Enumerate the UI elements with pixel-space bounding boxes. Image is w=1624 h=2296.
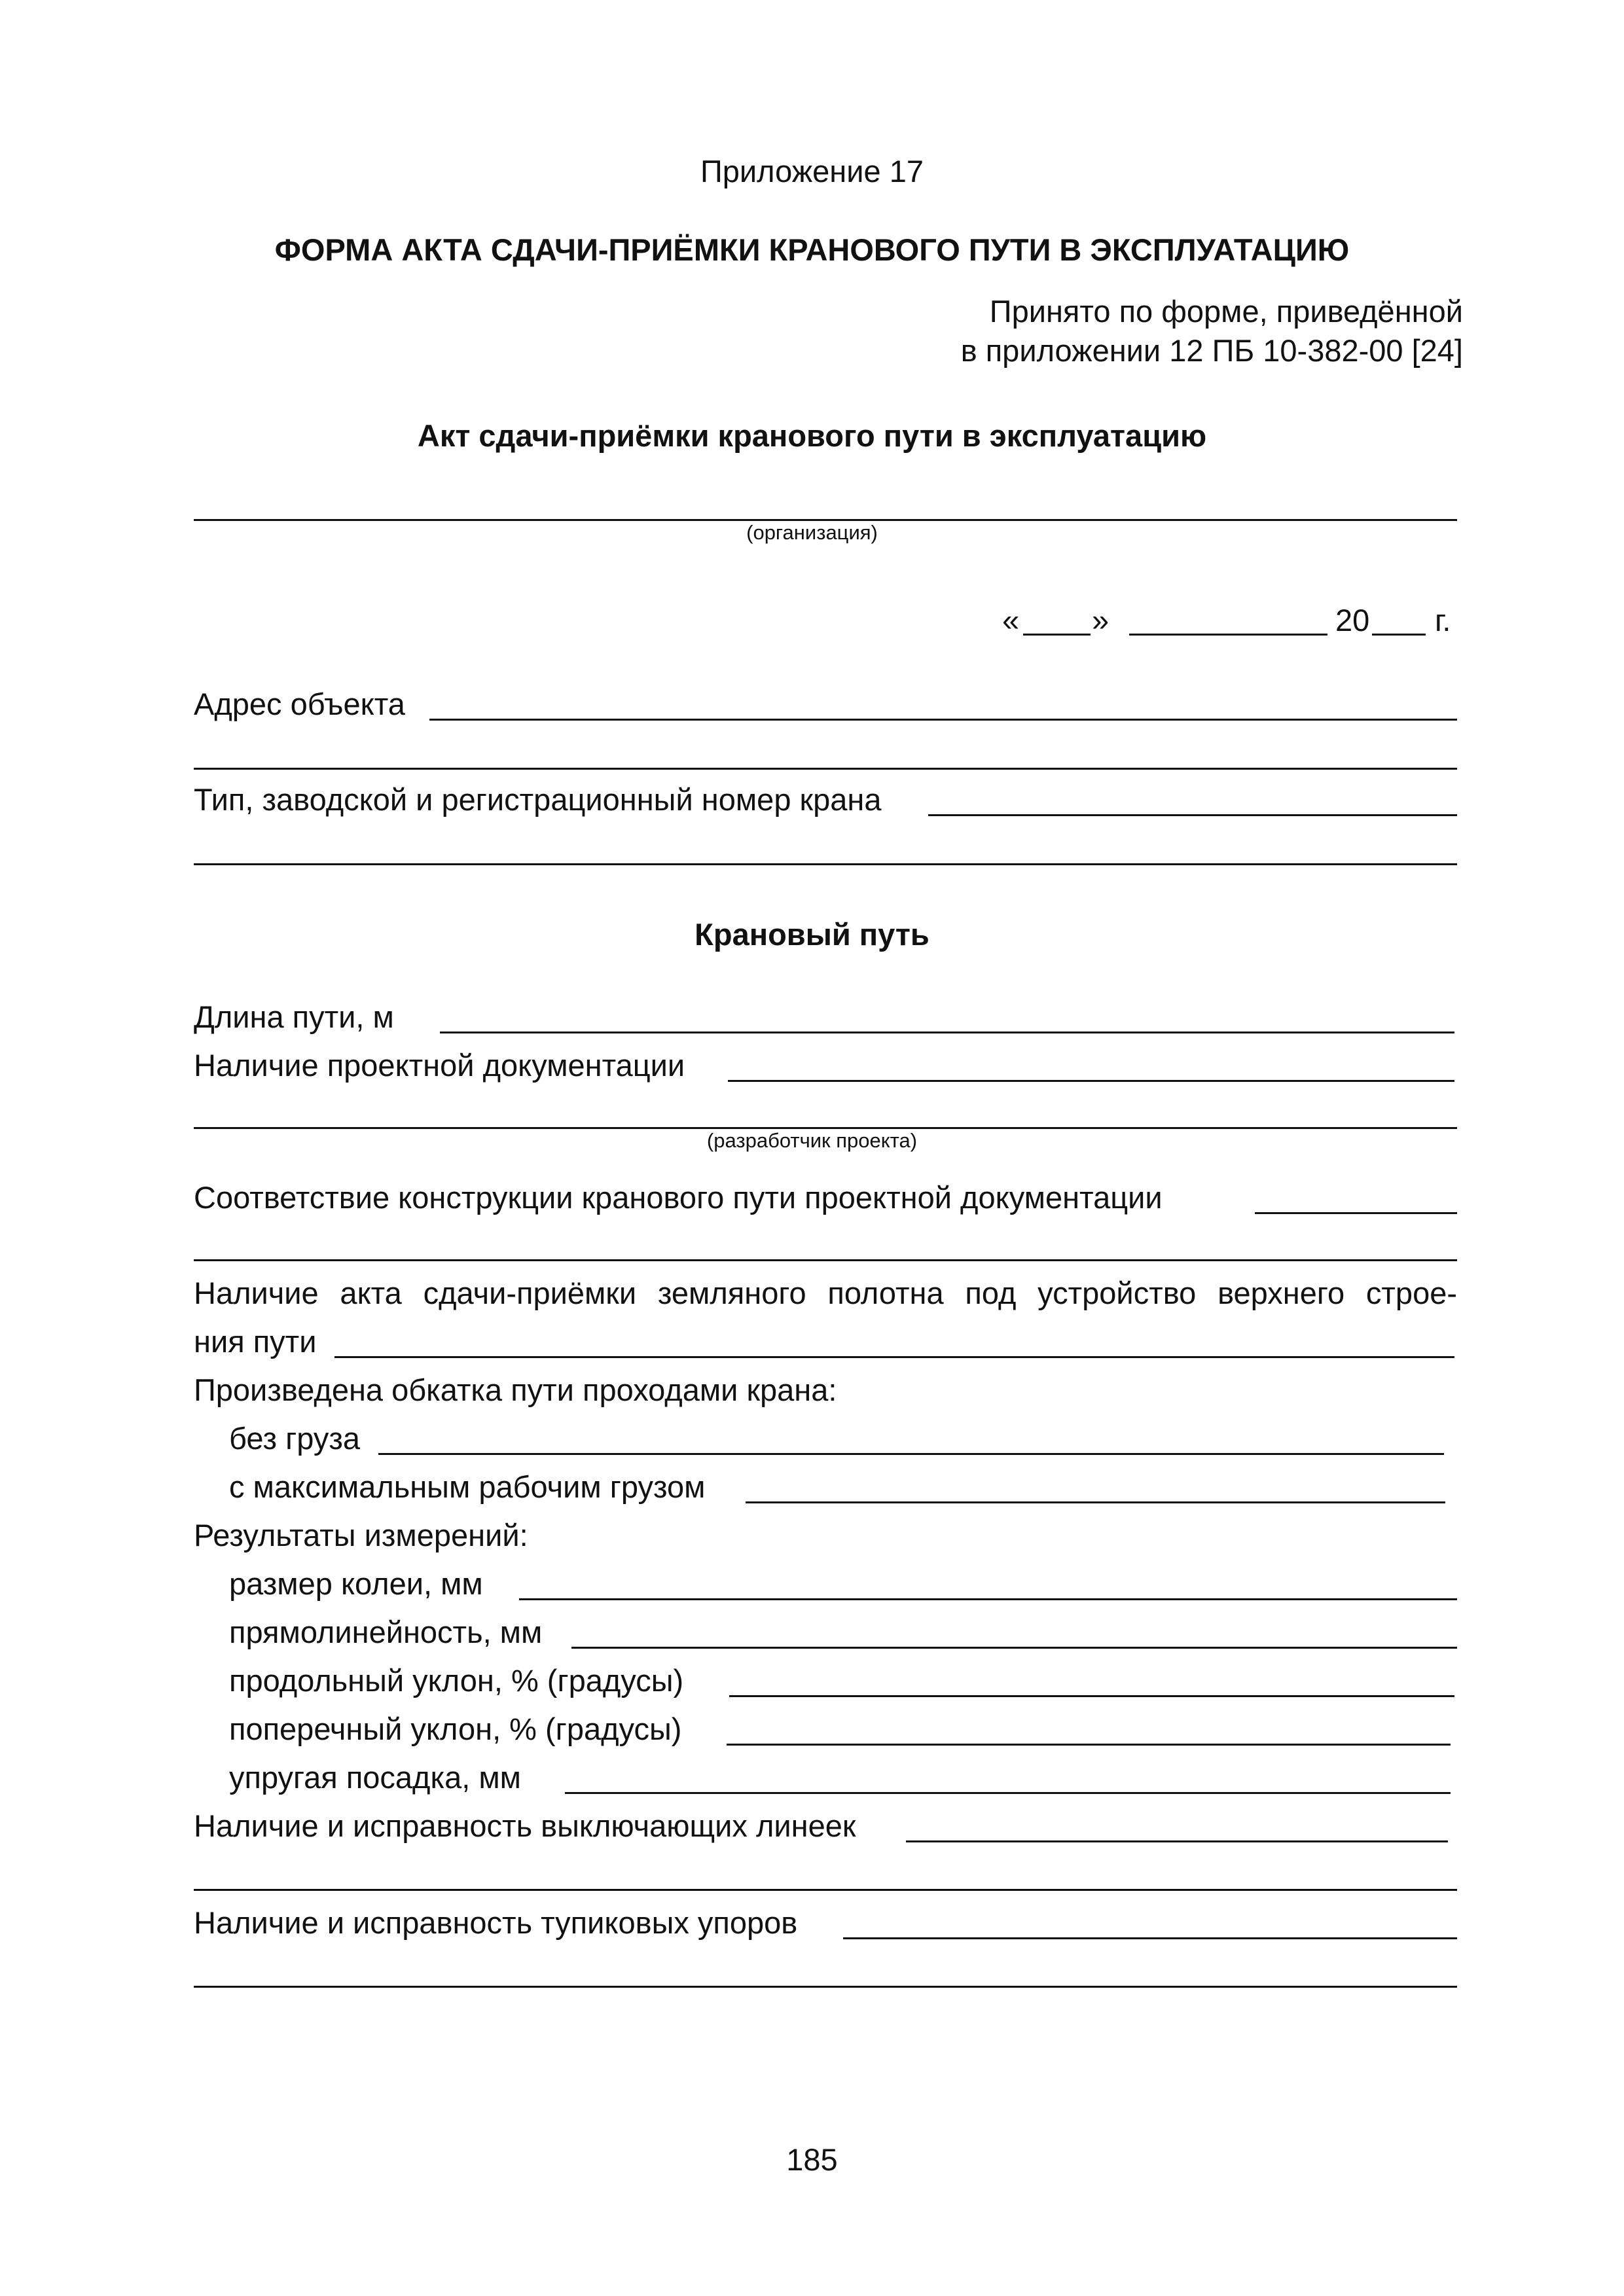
transverse-slope-label: поперечный уклон, % (градусы) <box>229 1712 682 1746</box>
compliance-label: Соответствие конструкции кранового пути проектной документации <box>194 1180 1163 1215</box>
project-docs-blank <box>728 1080 1454 1082</box>
limit-switch-rulers-blank-2 <box>194 1889 1457 1891</box>
object-address-label: Адрес объекта <box>194 687 405 721</box>
earth-act-line2: ния пути <box>194 1324 317 1359</box>
developer-caption: (разработчик проекта) <box>706 1129 918 1152</box>
act-title: Акт сдачи-приёмки кранового пути в эксплуатацию <box>417 418 1207 453</box>
transverse-slope-blank <box>727 1744 1451 1746</box>
gauge-blank <box>519 1598 1457 1600</box>
date-month-blank <box>1129 634 1327 636</box>
straightness-blank <box>571 1647 1457 1649</box>
no-load-blank <box>378 1453 1444 1455</box>
longitudinal-slope-label: продольный уклон, % (градусы) <box>229 1663 684 1698</box>
source-note-line2: в приложении 12 ПБ 10-382-00 [24] <box>960 333 1463 368</box>
dead-end-stops-label: Наличие и исправность тупиковых упоров <box>194 1905 798 1940</box>
source-note-line1: Принято по форме, приведённой <box>989 294 1463 329</box>
object-address-blank-2 <box>194 768 1457 770</box>
track-length-blank <box>440 1031 1454 1033</box>
organization-caption: (организация) <box>746 521 878 544</box>
straightness-label: прямолинейность, мм <box>229 1615 543 1649</box>
project-docs-label: Наличие проектной документации <box>194 1048 685 1083</box>
form-title: ФОРМА АКТА СДАЧИ-ПРИЁМКИ КРАНОВОГО ПУТИ В ЭКСПЛУАТАЦИЮ <box>274 232 1350 267</box>
no-load-label: без груза <box>229 1421 361 1456</box>
date-year-suffix: г. <box>1435 603 1451 637</box>
dead-end-stops-blank <box>843 1937 1457 1939</box>
section-title: Крановый путь <box>695 917 929 952</box>
limit-switch-rulers-blank <box>906 1840 1448 1842</box>
crane-type-blank <box>928 814 1457 816</box>
date-close-quote: » <box>1092 603 1110 637</box>
page-number: 185 <box>786 2142 838 2177</box>
compliance-blank <box>1255 1212 1457 1214</box>
appendix-label: Приложение 17 <box>700 154 924 188</box>
elastic-settlement-blank <box>565 1792 1451 1794</box>
dead-end-stops-blank-2 <box>194 1986 1457 1988</box>
object-address-blank <box>429 719 1457 721</box>
date-year-prefix: 20 <box>1335 603 1370 637</box>
max-load-label: с максимальным рабочим грузом <box>229 1469 706 1504</box>
crane-type-blank-2 <box>194 863 1457 865</box>
measurements-label: Результаты измерений: <box>194 1518 528 1552</box>
longitudinal-slope-blank <box>729 1695 1454 1697</box>
gauge-label: размер колеи, мм <box>229 1566 483 1601</box>
elastic-settlement-label: упругая посадка, мм <box>229 1760 521 1795</box>
track-length-label: Длина пути, м <box>194 999 394 1034</box>
date-year-blank <box>1372 634 1426 636</box>
crane-type-label: Тип, заводской и регистрационный номер крана <box>194 782 882 817</box>
max-load-blank <box>746 1501 1445 1503</box>
date-day-blank <box>1023 634 1091 636</box>
date-open-quote: « <box>1002 603 1020 637</box>
earth-act-line1: Наличие акта сдачи-приёмки земляного полотна под устройство верхнего строе- <box>194 1276 1457 1310</box>
earth-act-blank <box>334 1356 1454 1358</box>
run-in-label: Произведена обкатка пути проходами крана: <box>194 1372 837 1407</box>
compliance-blank-2 <box>194 1259 1457 1261</box>
limit-switch-rulers-label: Наличие и исправность выключающих линеек <box>194 1808 856 1843</box>
